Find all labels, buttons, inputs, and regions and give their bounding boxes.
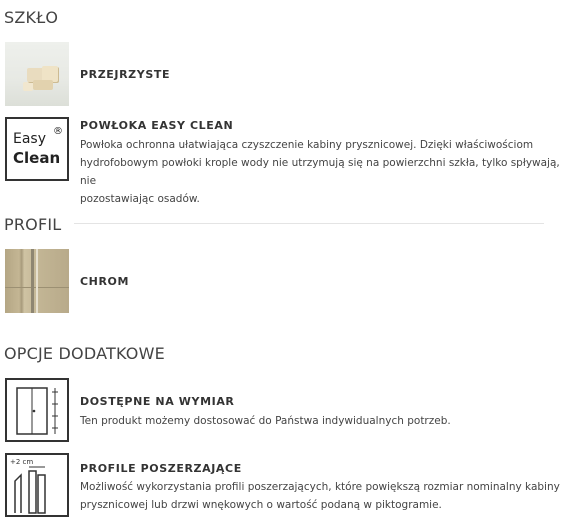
feature-label: CHROM [80,275,130,288]
section-title-profile: PROFIL [4,215,62,234]
extension-profile-icon: +2 cm [5,453,69,517]
section-divider [74,223,544,224]
feature-description: Powłoka ochronna ułatwiająca czyszczenie kabiny prysznicowej. Dzięki właściwościom hydrofobowym powłoki krople wody nie utrzymują się na powierzchni szkła, tylko spływają, nie pozostawiając osadów. [80,139,560,205]
feature-label: POWŁOKA EASY CLEAN [80,119,234,132]
feature-description: Ten produkt możemy dostosować do Państwa indywidualnych potrzeb. [80,415,451,427]
chrome-profile-icon [5,249,69,313]
section-title-glass: SZKŁO [4,8,59,27]
feature-label: DOSTĘPNE NA WYMIAR [80,395,235,408]
glass-sample-icon [5,42,69,106]
easy-clean-badge-icon: Easy Clean ® [5,117,69,181]
feature-label: PROFILE POSZERZAJĄCE [80,462,242,475]
custom-size-icon [5,378,69,442]
section-title-options: OPCJE DODATKOWE [4,344,165,363]
feature-description: Możliwość wykorzystania profili poszerzających, które powiększą rozmiar nominalny kabiny prysznicowej lub drzwi wnękowych o wartość podaną w piktogramie. [80,481,560,511]
feature-label: PRZEJRZYSTE [80,68,171,81]
